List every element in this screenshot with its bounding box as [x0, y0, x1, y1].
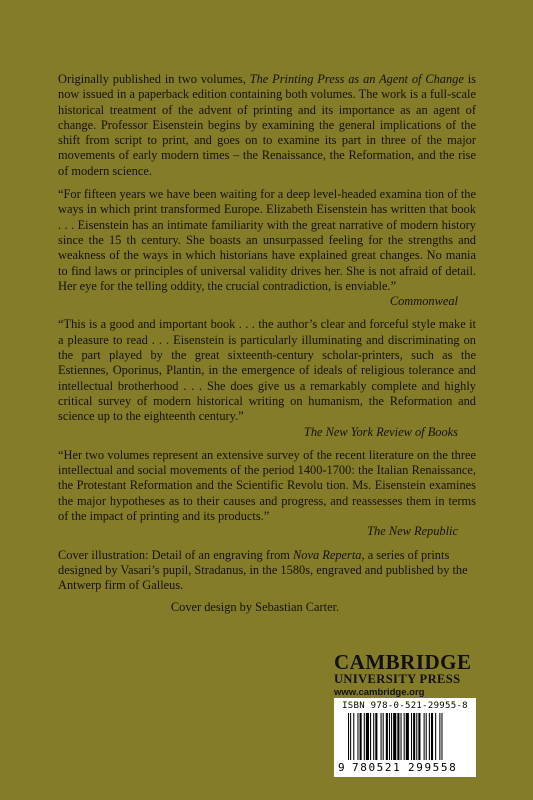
- barcode-bars: [348, 713, 462, 763]
- review-text: “For fifteen years we have been waiting for a deep level-headed examina tion of the ways in which print transformed Europe. Elizabeth Eisenstein has written that book . . . Eisenstein has an intimate familiarity with the great narrative of modern history since the 15 th century. She boasts an unsurpassed feeling for the strengths and weakness of the ways in which historians have explained great changes. No mania to find laws or principles of universal validity drives her. She is not afraid of detail. Her eye for the telling oddity, the crucial contradiction, is enviable.”: [58, 187, 476, 293]
- review-quote: [58, 448, 476, 540]
- cover-illustration-credit: [58, 548, 476, 594]
- barcode-digits-right: 299558: [408, 761, 458, 774]
- intro-text-end: is now issued in a paperback edition containing both volumes. The work is a full-scale historical treatment of the advent of printing and its importance as an agent of change. Professor Eisenstein begins by examining the general implications of the shift from script to print, and goes on to examine its part in three of the major movements of early modern times – the Renaissance, the Reformation, and the rise of modern science.: [58, 72, 476, 178]
- review-source: The New Republic: [367, 524, 458, 539]
- publisher-logo: [334, 652, 474, 700]
- blurb-column: [58, 72, 476, 615]
- intro-paragraph: [58, 72, 476, 179]
- book-title: The Printing Press as an Agent of Change: [249, 72, 464, 86]
- publisher-subtitle: UNIVERSITY PRESS: [334, 672, 461, 686]
- isbn-label: ISBN 978-0-521-29955-8: [342, 701, 468, 711]
- credit-text-end: , a series of prints designed by Vasari’s pupil, Stradanus, in the 1580s, engraved and published by the Antwerp firm of Galleus.: [58, 547, 468, 593]
- credit-text-start: Cover illustration: Detail of an engraving from: [58, 547, 294, 562]
- isbn-barcode: [334, 698, 476, 777]
- review-text: “Her two volumes represent an extensive survey of the recent literature on the three intellectual and social movements of the period 1400-1700: the Italian Renaissance, the Protestant Reformation and the Scientific Revolu tion. Ms. Eisenstein examines the major hypotheses as to their causes and progress, and reassesses them in terms of the impact of printing and its products.”: [58, 447, 476, 524]
- barcode-digits-left: 780521: [352, 761, 402, 774]
- cover-design-credit: Cover design by Sebastian Carter.: [170, 599, 340, 614]
- publisher-name: CAMBRIDGE: [334, 650, 472, 674]
- review-source: Commonweal: [389, 294, 458, 309]
- review-source: The New York Review of Books: [303, 424, 458, 439]
- intro-text-start: Originally published in two volumes,: [58, 72, 250, 86]
- artwork-title: Nova Reperta: [293, 547, 362, 562]
- barcode-digit-first: 9: [338, 761, 345, 774]
- review-text: “This is a good and important book . . . the author’s clear and forceful style make it a pleasure to read . . . Eisenstein is particularly illuminating and discriminating on the part played by the great sixteenth-century scholar-printers, such as the Estiennes, Oporinus, Plantin, in the emergence of ideals of religious tolerance and intellectual brotherhood . . . She does give us a remarkably complete and highly critical survey of modern historical writing on humanism, the Reformation and science up to the eighteenth century.”: [58, 317, 476, 424]
- publisher-url: www.cambridge.org: [334, 687, 425, 698]
- review-quote: [58, 317, 476, 439]
- review-quote: [58, 187, 476, 309]
